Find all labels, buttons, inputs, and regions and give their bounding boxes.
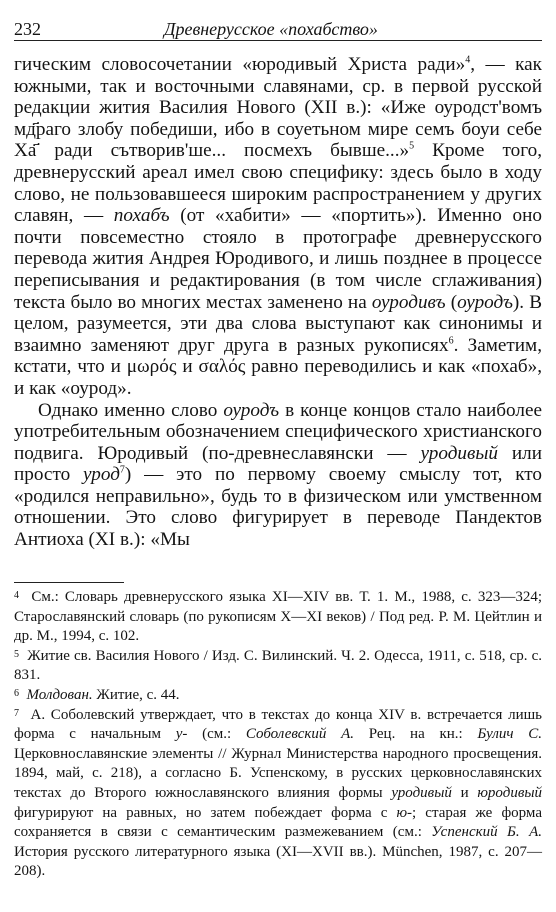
running-header <box>14 14 542 41</box>
footnote-text: Житие св. Василия Нового / Изд. С. Вилинский. Ч. 2. Одесса, 1911, с. 518, ср. с. 831. <box>14 647 543 684</box>
text-run: ). В целом, разумеется, эти два слова выступают как синонимы и взаимно заменяют друг друга в разных рукописях <box>14 291 543 356</box>
text-run: ) — это по первому своему смыслу тот, кто «родился неправильно», будь то в физическом или умственном отношении. Это слово фигурирует в переводе Пандектов Антиоха (XI в.): «Мы <box>14 464 542 551</box>
paragraph-2 <box>14 400 542 551</box>
italic-term: оуродъ <box>223 399 280 421</box>
italic-term: у- <box>175 726 188 743</box>
italic-term: ю- <box>396 804 413 821</box>
author-name: Молдован. <box>26 686 93 703</box>
text-run: Однако именно слово <box>38 399 224 421</box>
footnote-divider <box>14 582 124 583</box>
page-number: 232 <box>14 19 41 39</box>
italic-term: урод <box>83 464 120 486</box>
footnote-ref-4[interactable]: 4 <box>465 54 471 66</box>
footnotes <box>14 588 542 882</box>
italic-term: уродивый <box>420 442 498 464</box>
footnote-ref-7[interactable]: 7 <box>119 464 125 476</box>
text-run: Кроме того, древнерусский ареал имел свою специфику: здесь было в ходу слово, не пользовавшееся широким распространением у других славян, — <box>14 140 542 227</box>
footnote-text: ; старая же форма сохраняется в связи с семантическим размежеванием (см.: <box>14 804 542 841</box>
footnote-ref-5[interactable]: 5 <box>409 140 415 152</box>
footnote-text: История русского литературного языка (XI—XVII вв.). München, 1987, с. 207—208). <box>14 843 542 880</box>
text-run: или просто <box>14 442 542 486</box>
footnote-text: А. Соболевский утверждает, что в текстах до конца XIV в. встречается лишь форма с начальным <box>14 706 542 743</box>
italic-term: похабъ <box>113 205 170 227</box>
footnote-text: и <box>451 784 478 801</box>
footnote-4 <box>14 588 542 647</box>
text-run: гическим словосочетании «юродивый Христа ради» <box>14 54 466 75</box>
footnote-number: 6 <box>14 687 19 699</box>
running-title: Древнерусское «похабство» <box>164 19 378 39</box>
footnote-text: Житие, с. 44. <box>92 686 180 703</box>
italic-term: оуродъ <box>457 291 513 313</box>
paragraph-1 <box>14 54 542 400</box>
italic-term: юродивый <box>477 784 542 801</box>
italic-term: оуродивъ <box>371 291 446 313</box>
footnote-ref-6[interactable]: 6 <box>448 335 454 347</box>
footnote-number: 7 <box>14 707 19 719</box>
text-run: . Заметим, кстати, что и μωρός и σαλός равно переводились и как «похаб», и как «оурод». <box>14 334 542 399</box>
footnote-text: См.: Словарь древнерусского языка XI—XIV вв. Т. 1. М., 1988, с. 323—324; Старославянский словарь (по рукописям X—XI веков) / Под ред. Р. М. Цейтлин и др. М., 1994, с. 102. <box>14 589 542 645</box>
footnote-text: фигурируют на равных, но затем побеждает форма с <box>14 804 397 821</box>
footnote-number: 4 <box>14 590 19 601</box>
author-name: Успенский Б. А. <box>431 824 542 841</box>
text-run: ( <box>445 291 458 313</box>
italic-term: уродивый <box>391 784 452 801</box>
main-text <box>14 54 542 551</box>
footnote-6 <box>14 686 542 706</box>
footnote-7 <box>14 706 542 882</box>
text-run: (от «хабити» — «портить»). Именно оно почти повсеместно стояло в протографе древнерусского перевода жития Андрея Юродивого, и лишь позднее в процессе переписывания и редактирования (в том числе сглаживания) текста было во многих местах заменено на <box>14 205 542 313</box>
author-name: Булич С. <box>477 726 543 743</box>
text-run: , — как южными, так и восточными славянами, ср. в первой русской редакции жития Василия Нового (XII в.): «Иже оуродст'вомъ мд҃раго злобу победиши, ибо в соуетьном мире семъ боуи себе Ха҃ ради сътворив'ше... посмехъ бывше...» <box>14 54 543 162</box>
footnote-5 <box>14 647 542 686</box>
footnote-number: 5 <box>14 648 19 660</box>
footnote-text: Рец. на кн.: <box>354 726 478 743</box>
author-name: Соболевский А. <box>245 726 355 743</box>
footnote-text: Церковнославянские элементы // Журнал Министерства народного просвещения. 1894, май, с. 218), а согласно Б. Успенскому, в русских церковнославянских текстах до Второго южнославянского влияния формы <box>14 745 542 801</box>
text-run: в конце концов стало наиболее употребительным обозначением специфического христианского подвига. Юродивый (по-древнеславянски — <box>14 399 542 464</box>
footnote-text: (см.: <box>187 726 246 743</box>
